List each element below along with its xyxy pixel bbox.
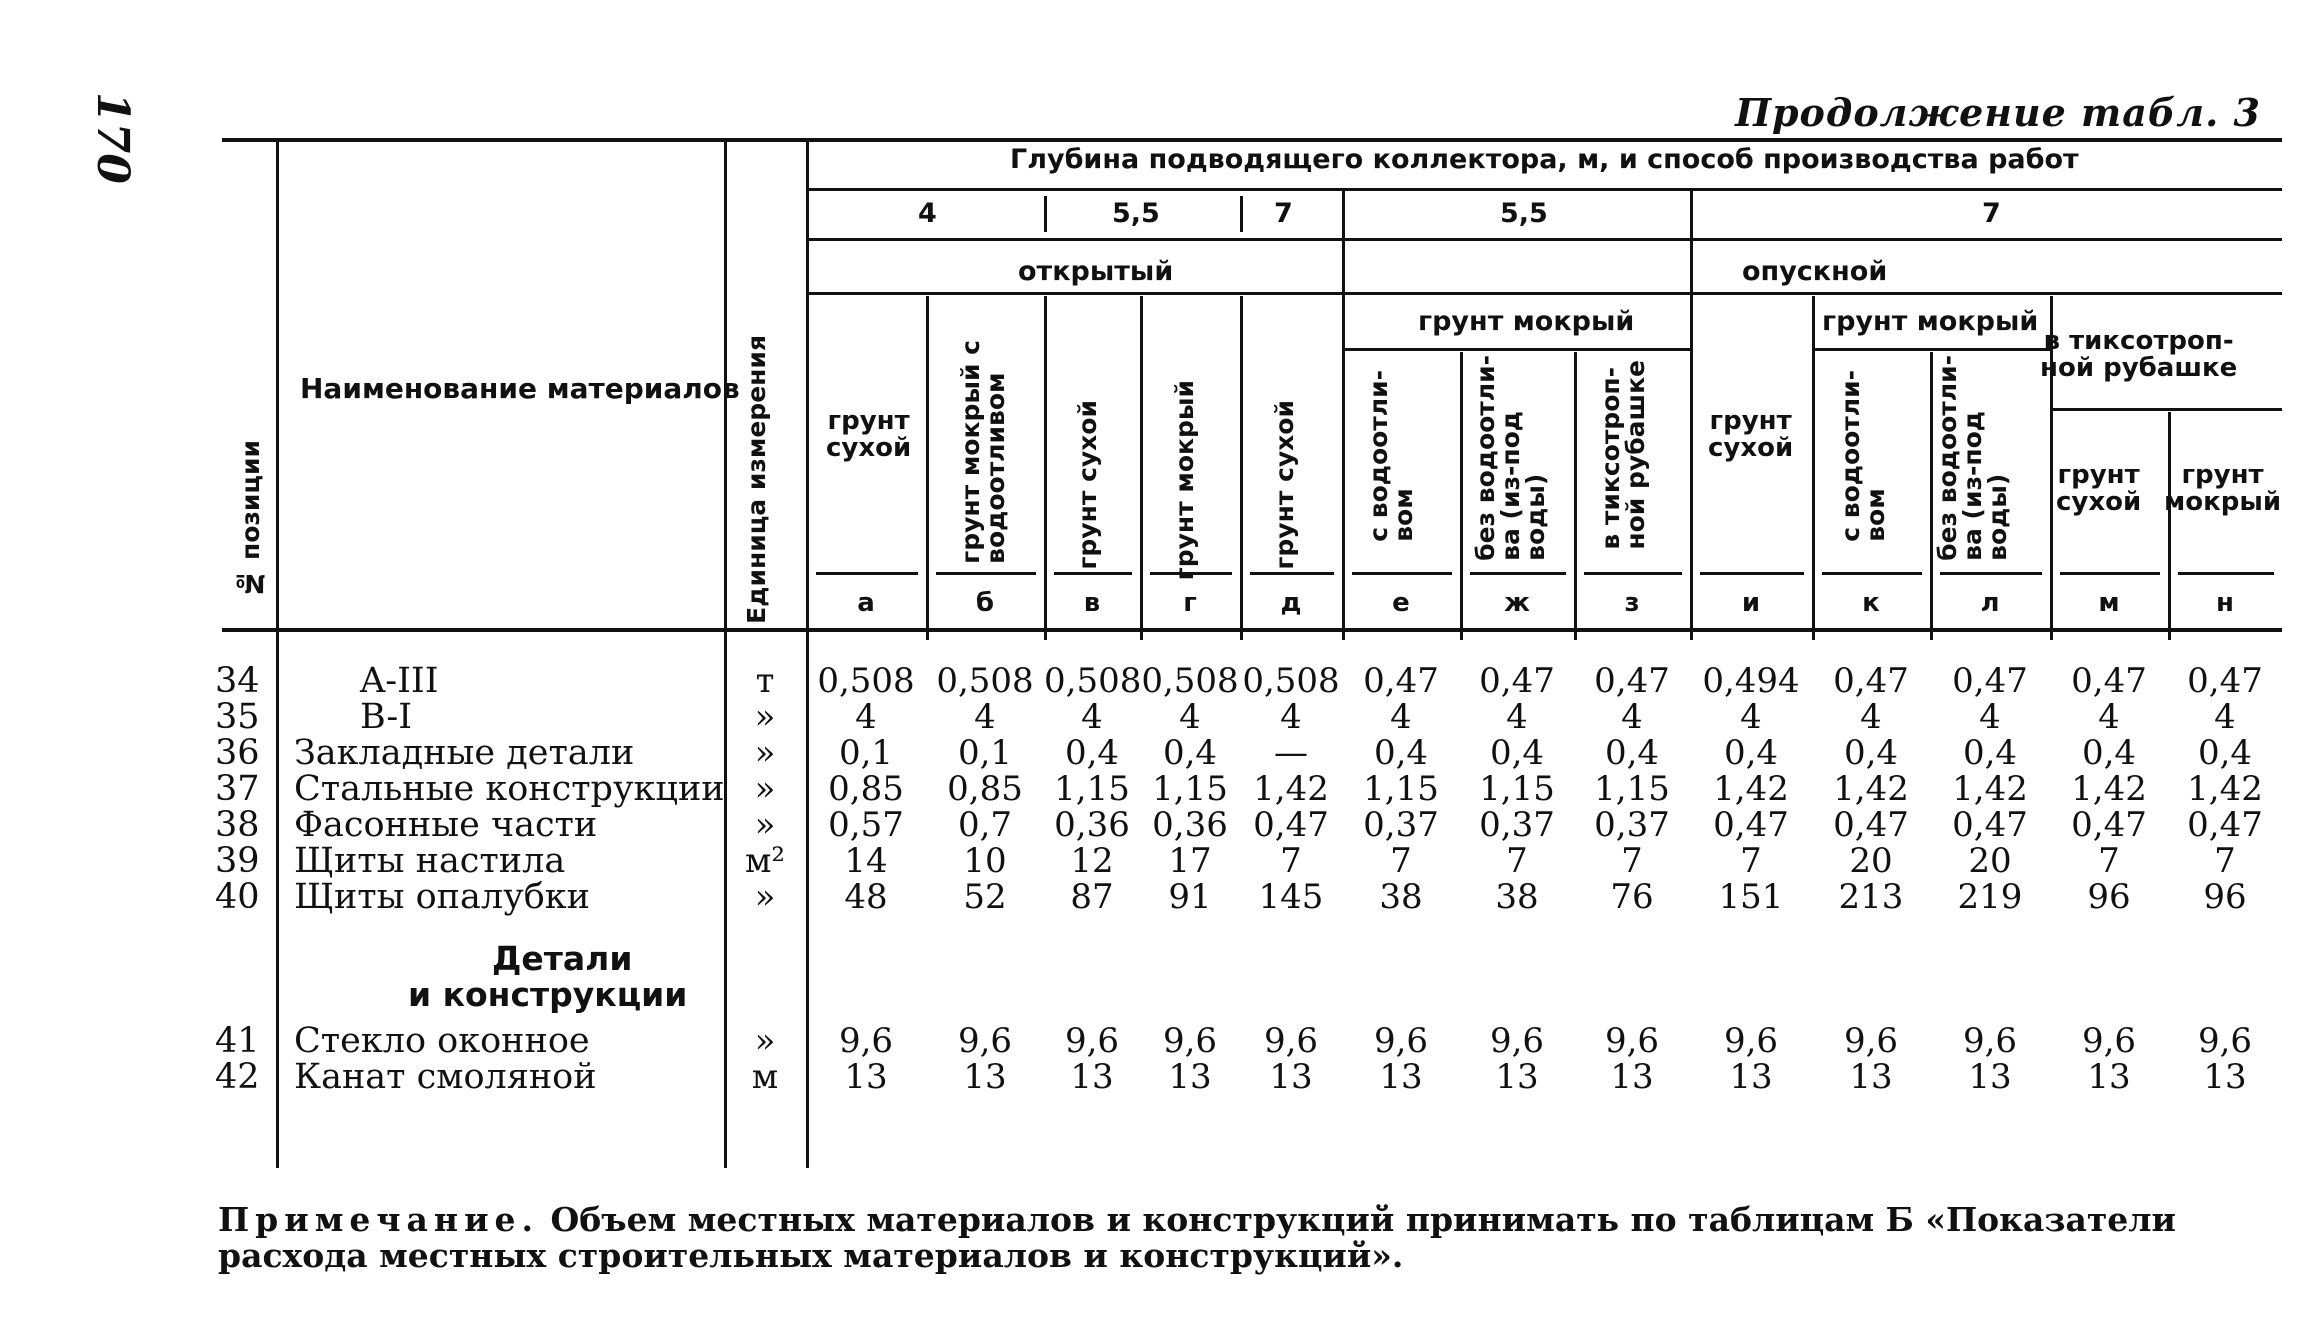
table-cell: 13	[2087, 1057, 2131, 1097]
subheader-zh: без водоотли- ва (из-под воды)	[1471, 355, 1550, 561]
table-cell: 0,37	[1594, 805, 1670, 845]
table-cell: 1,42	[2187, 769, 2263, 809]
row-position: 39	[215, 841, 260, 881]
table-rule	[1940, 572, 2042, 575]
table-cell: 87	[1070, 877, 1114, 917]
subheader-e: с водоотли- вом	[1364, 370, 1418, 542]
table-cell: 0,47	[2071, 805, 2147, 845]
table-cell: 0,36	[1152, 805, 1228, 845]
table-cell: 4	[974, 697, 996, 737]
table-cell: 13	[2203, 1057, 2247, 1097]
table-rule	[222, 628, 2282, 632]
depth-7-open: 7	[1274, 198, 1293, 229]
table-cell: 0,47	[1253, 805, 1329, 845]
position-column-header: № позиции	[236, 440, 265, 598]
table-cell: 0,508	[936, 661, 1034, 701]
table-cell: 96	[2203, 877, 2247, 917]
table-cell: 7	[1621, 841, 1643, 881]
table-cell: 38	[1495, 877, 1539, 917]
depth-4: 4	[918, 198, 937, 229]
table-cell: 9,6	[1962, 1021, 2018, 1061]
subheader-n: грунт мокрый	[2164, 460, 2282, 518]
method-sunk: опускной	[1742, 256, 1888, 287]
column-letter: н	[2216, 588, 2234, 618]
table-cell: 9,6	[838, 1021, 894, 1061]
table-cell: 0,85	[947, 769, 1023, 809]
table-cell: 1,15	[1054, 769, 1130, 809]
table-rule	[1470, 572, 1566, 575]
group-thixotropic: в тиксотроп- ной рубашке	[2040, 326, 2238, 384]
table-cell: —	[1274, 733, 1308, 773]
table-cell: 0,1	[838, 733, 894, 773]
table-cell: 10	[963, 841, 1007, 881]
table-cell: 9,6	[2197, 1021, 2253, 1061]
table-cell: 0,4	[1162, 733, 1218, 773]
table-rule	[1342, 348, 1690, 351]
material-name: Фасонные части	[294, 805, 598, 845]
unit: »	[754, 1021, 776, 1061]
table-rule	[1700, 572, 1804, 575]
table-cell: 13	[1168, 1057, 1212, 1097]
table-column-rule	[1044, 196, 1047, 232]
row-position: 38	[215, 805, 260, 845]
table-cell: 0,4	[1962, 733, 2018, 773]
table-rule	[936, 572, 1036, 575]
table-cell: 7	[1506, 841, 1528, 881]
table-cell: 0,47	[1833, 805, 1909, 845]
group-wet-ground-2: грунт мокрый	[1822, 306, 2039, 337]
unit: »	[754, 769, 776, 809]
column-letter: ж	[1504, 588, 1530, 618]
table-cell: 0,508	[1242, 661, 1340, 701]
table-cell: 13	[844, 1057, 888, 1097]
table-cell: 0,47	[1952, 661, 2028, 701]
table-cell: 91	[1168, 877, 1212, 917]
table-cell: 0,47	[2187, 661, 2263, 701]
table-cell: 20	[1968, 841, 2012, 881]
row-position: 40	[215, 877, 260, 917]
table-cell: 4	[1390, 697, 1412, 737]
table-cell: 4	[1740, 697, 1762, 737]
table-column-rule	[1140, 296, 1143, 640]
table-cell: 17	[1168, 841, 1212, 881]
table-cell: 1,15	[1594, 769, 1670, 809]
table-rule	[1250, 572, 1334, 575]
material-name: Стекло оконное	[294, 1021, 590, 1061]
column-letter: д	[1280, 588, 1302, 618]
table-cell: 13	[1849, 1057, 1893, 1097]
table-note	[218, 1202, 2258, 1274]
table-cell: 1,42	[2071, 769, 2147, 809]
subheader-d: грунт сухой	[1270, 400, 1299, 570]
table-cell: 7	[2098, 841, 2120, 881]
unit: »	[754, 733, 776, 773]
subheader-b: грунт мокрый с водоотливом	[956, 340, 1010, 564]
table-cell: 0,4	[1489, 733, 1545, 773]
table-cell: 0,47	[1479, 661, 1555, 701]
table-cell: 0,47	[1713, 805, 1789, 845]
table-cell: 4	[1506, 697, 1528, 737]
table-cell: 0,4	[1843, 733, 1899, 773]
table-cell: 0,7	[957, 805, 1013, 845]
table-cell: 1,15	[1363, 769, 1439, 809]
table-column-rule	[806, 140, 809, 1168]
table-cell: 0,37	[1363, 805, 1439, 845]
note-text: Объем местных материалов и конструкций принимать по таблицам Б «Показатели расхода местных строительных материалов и конструкций».	[218, 1200, 2177, 1275]
subheader-z: в тиксотроп- ной рубашке	[1596, 360, 1650, 550]
table-cell: 48	[844, 877, 888, 917]
table-rule	[1822, 572, 1922, 575]
table-cell: 7	[1390, 841, 1412, 881]
section-heading-line-2: и конструкции	[408, 975, 688, 1014]
table-column-rule	[926, 296, 929, 640]
table-rule	[1812, 348, 2050, 351]
column-letter: б	[975, 588, 995, 618]
table-cell: 0,37	[1479, 805, 1555, 845]
table-cell: 0,36	[1054, 805, 1130, 845]
table-cell: 0,47	[1952, 805, 2028, 845]
table-column-rule	[1240, 196, 1243, 232]
table-rule	[806, 292, 2282, 295]
table-cell: 0,4	[1373, 733, 1429, 773]
table-continuation-label: Продолжение табл. 3	[1735, 90, 2261, 135]
table-cell: 38	[1379, 877, 1423, 917]
table-cell: 9,6	[1843, 1021, 1899, 1061]
table-column-rule	[1690, 190, 1693, 640]
subheader-l: без водоотли- ва (из-под воды)	[1933, 355, 2012, 561]
table-column-rule	[276, 140, 279, 1168]
depth-5-5-open: 5,5	[1112, 198, 1160, 229]
table-cell: 0,57	[828, 805, 904, 845]
table-cell: 4	[1280, 697, 1302, 737]
unit: »	[754, 877, 776, 917]
subheader-g: грунт мокрый	[1170, 380, 1199, 581]
table-cell: 4	[1979, 697, 2001, 737]
depth-7-sunk: 7	[1982, 198, 2001, 229]
table-cell: 0,508	[817, 661, 915, 701]
table-cell: 13	[1495, 1057, 1539, 1097]
table-cell: 52	[963, 877, 1007, 917]
unit: м	[751, 1057, 779, 1097]
table-cell: 1,15	[1479, 769, 1555, 809]
subheader-i: грунт сухой	[1708, 406, 1794, 464]
table-cell: 0,494	[1702, 661, 1800, 701]
column-letter: з	[1624, 588, 1640, 618]
table-column-rule	[724, 140, 727, 1168]
table-cell: 7	[1740, 841, 1762, 881]
table-cell: 9,6	[1373, 1021, 1429, 1061]
table-cell: 1,42	[1952, 769, 2028, 809]
table-rule	[2060, 572, 2160, 575]
material-name: Щиты настила	[294, 841, 566, 881]
table-rule	[1054, 572, 1132, 575]
table-cell: 0,508	[1141, 661, 1239, 701]
table-cell: 0,1	[957, 733, 1013, 773]
table-rule	[1584, 572, 1682, 575]
table-cell: 9,6	[1162, 1021, 1218, 1061]
page-number: 170	[87, 92, 138, 184]
column-letter: а	[857, 588, 875, 618]
table-cell: 9,6	[1489, 1021, 1545, 1061]
table-cell: 219	[1957, 877, 2023, 917]
table-cell: 1,42	[1833, 769, 1909, 809]
method-open: открытый	[1018, 256, 1174, 287]
column-letter: и	[1741, 588, 1761, 618]
row-position: 35	[215, 697, 260, 737]
table-cell: 12	[1070, 841, 1114, 881]
row-position: 36	[215, 733, 260, 773]
table-rule	[806, 188, 2282, 191]
table-cell: 9,6	[957, 1021, 1013, 1061]
table-cell: 7	[2214, 841, 2236, 881]
table-cell: 0,47	[1833, 661, 1909, 701]
group-wet-ground-1: грунт мокрый	[1418, 306, 1635, 337]
subheader-k: с водоотли- вом	[1836, 370, 1890, 542]
table-cell: 0,47	[1594, 661, 1670, 701]
material-name: Стальные конструкции	[294, 769, 725, 809]
table-cell: 13	[963, 1057, 1007, 1097]
table-cell: 1,42	[1713, 769, 1789, 809]
table-column-rule	[1812, 296, 1815, 640]
depth-5-5-sunk: 5,5	[1500, 198, 1548, 229]
table-cell: 9,6	[1604, 1021, 1660, 1061]
column-letter: к	[1862, 588, 1880, 618]
table-cell: 4	[855, 697, 877, 737]
table-cell: 0,47	[2187, 805, 2263, 845]
table-cell: 1,42	[1253, 769, 1329, 809]
table-cell: 9,6	[2081, 1021, 2137, 1061]
table-cell: 0,4	[1723, 733, 1779, 773]
depth-main-title: Глубина подводящего коллектора, м, и способ производства работ	[1010, 144, 2079, 175]
table-cell: 0,85	[828, 769, 904, 809]
material-name: Закладные детали	[294, 733, 635, 773]
material-name: Щиты опалубки	[294, 877, 590, 917]
table-cell: 96	[2087, 877, 2131, 917]
table-column-rule	[1342, 190, 1345, 640]
note-label: Примечание.	[218, 1200, 540, 1239]
table-cell: 4	[2214, 697, 2236, 737]
table-cell: 76	[1610, 877, 1654, 917]
table-cell: 0,47	[1363, 661, 1439, 701]
table-column-rule	[1240, 296, 1243, 640]
unit: »	[754, 805, 776, 845]
table-cell: 9,6	[1723, 1021, 1779, 1061]
table-cell: 7	[1280, 841, 1302, 881]
table-cell: 13	[1729, 1057, 1773, 1097]
unit: т	[755, 661, 775, 701]
row-position: 37	[215, 769, 260, 809]
unit-column-header: Единица измерения	[742, 335, 771, 624]
table-cell: 13	[1610, 1057, 1654, 1097]
table-cell: 13	[1379, 1057, 1423, 1097]
material-name: B-I	[360, 697, 413, 737]
table-cell: 14	[844, 841, 888, 881]
table-cell: 9,6	[1263, 1021, 1319, 1061]
table-rule	[222, 138, 2282, 142]
subheader-m: грунт сухой	[2056, 460, 2142, 518]
table-cell: 0,4	[1064, 733, 1120, 773]
table-cell: 4	[1179, 697, 1201, 737]
material-name: Канат смоляной	[294, 1057, 597, 1097]
table-cell: 9,6	[1064, 1021, 1120, 1061]
table-cell: 0,4	[1604, 733, 1660, 773]
name-column-header: Наименование материалов	[300, 372, 740, 405]
table-cell: 13	[1070, 1057, 1114, 1097]
table-rule	[816, 572, 918, 575]
table-rule	[806, 238, 2282, 241]
table-cell: 13	[1269, 1057, 1313, 1097]
table-rule	[2050, 408, 2282, 411]
table-cell: 4	[2098, 697, 2120, 737]
table-cell: 213	[1838, 877, 1904, 917]
column-letter: в	[1083, 588, 1101, 618]
table-cell: 151	[1718, 877, 1784, 917]
column-letter: м	[2098, 588, 2120, 618]
table-cell: 20	[1849, 841, 1893, 881]
material-name: A-III	[360, 661, 439, 701]
column-letter: л	[1980, 588, 2000, 618]
table-cell: 145	[1258, 877, 1324, 917]
row-position: 34	[215, 661, 260, 701]
table-cell: 4	[1860, 697, 1882, 737]
table-rule	[2178, 572, 2274, 575]
unit: м²	[744, 841, 786, 881]
table-column-rule	[1044, 296, 1047, 640]
table-cell: 1,15	[1152, 769, 1228, 809]
table-cell: 4	[1081, 697, 1103, 737]
section-heading-line-1: Детали	[492, 939, 633, 978]
row-position: 41	[215, 1021, 260, 1061]
subheader-a: грунт сухой	[826, 406, 912, 464]
row-position: 42	[215, 1057, 260, 1097]
table-cell: 0,508	[1044, 661, 1142, 701]
unit: »	[754, 697, 776, 737]
column-letter: г	[1183, 588, 1197, 618]
table-cell: 0,4	[2081, 733, 2137, 773]
table-cell: 0,4	[2197, 733, 2253, 773]
column-letter: е	[1392, 588, 1410, 618]
table-cell: 13	[1968, 1057, 2012, 1097]
table-cell: 0,47	[2071, 661, 2147, 701]
table-rule	[1352, 572, 1452, 575]
subheader-v: грунт сухой	[1073, 400, 1102, 570]
table-cell: 4	[1621, 697, 1643, 737]
